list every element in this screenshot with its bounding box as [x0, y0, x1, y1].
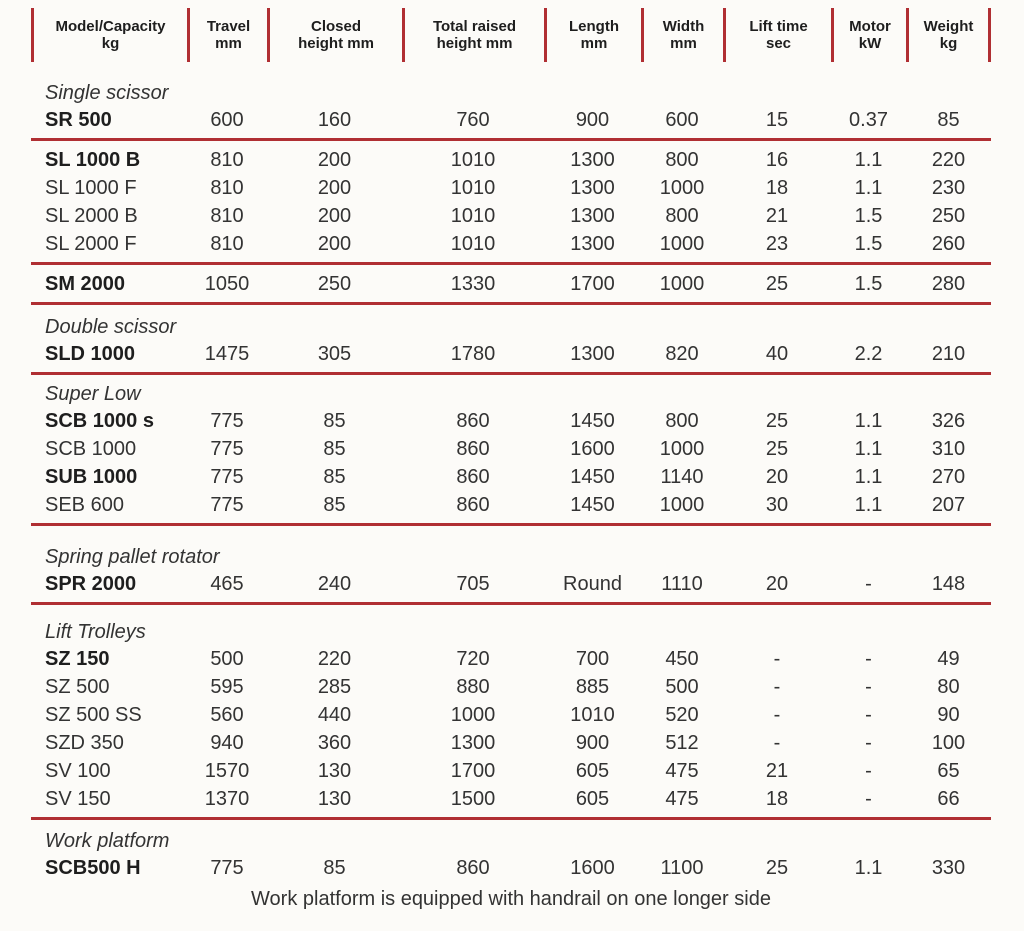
value-cell: 240 [317, 572, 352, 595]
value-cell: 148 [931, 572, 966, 595]
column-header-unit: mm [670, 35, 697, 52]
value-cell: - [773, 703, 781, 726]
value-cell: 1600 [570, 856, 615, 879]
value-cell: 800 [665, 204, 699, 227]
value-cell: 1010 [450, 204, 496, 227]
value-cell: 16 [765, 148, 789, 171]
column-header-label: Weight [923, 18, 974, 35]
value-cell: 1600 [570, 437, 615, 460]
value-cell: 475 [665, 787, 699, 810]
table-row [31, 491, 991, 519]
value-cell: 1.1 [854, 148, 883, 171]
value-cell: 1.1 [854, 409, 883, 432]
value-cell: 1000 [450, 703, 496, 726]
value-cell: 130 [317, 787, 352, 810]
value-cell: 15 [765, 108, 789, 131]
column-header-unit: height mm [298, 35, 374, 52]
value-cell: 1700 [570, 272, 615, 295]
value-cell: 1.1 [854, 465, 883, 488]
model-cell: SL 2000 B [45, 204, 138, 227]
section-label: Super Low [45, 383, 141, 405]
value-cell: 450 [665, 647, 699, 670]
value-cell: - [865, 731, 872, 754]
value-cell: 810 [210, 204, 244, 227]
value-cell: 90 [937, 703, 960, 726]
value-cell: 330 [931, 856, 966, 879]
value-cell: 1000 [659, 493, 705, 516]
model-cell: SL 1000 B [45, 148, 141, 171]
value-cell: 475 [665, 759, 699, 782]
column-header-model-capacity [31, 8, 187, 62]
value-cell: 860 [456, 465, 490, 488]
value-cell: 940 [210, 731, 244, 754]
model-cell: SZ 500 SS [45, 703, 142, 726]
value-cell: 600 [210, 108, 244, 131]
table-section [31, 314, 991, 375]
value-cell: 20 [765, 465, 789, 488]
column-header-unit: kg [101, 35, 120, 52]
column-header-unit: mm [580, 35, 608, 52]
value-cell: 1010 [570, 703, 615, 726]
table-section [31, 828, 991, 882]
value-cell: - [865, 759, 872, 782]
value-cell: - [773, 647, 781, 670]
value-cell: 900 [575, 108, 610, 131]
value-cell: 1.1 [854, 493, 883, 516]
value-cell: 605 [575, 787, 610, 810]
value-cell: 560 [210, 703, 244, 726]
value-cell: 250 [931, 204, 966, 227]
value-cell: 810 [210, 176, 244, 199]
value-cell: 40 [765, 342, 789, 365]
value-cell: 1140 [660, 465, 704, 488]
value-cell: 1500 [450, 787, 496, 810]
value-cell: 1100 [660, 856, 704, 879]
column-header-total-raised [402, 8, 544, 62]
value-cell: - [865, 787, 872, 810]
value-cell: 21 [765, 759, 789, 782]
value-cell: 200 [317, 176, 352, 199]
column-header-unit: kW [858, 35, 882, 52]
value-cell: 1000 [659, 232, 705, 255]
table-section [31, 619, 991, 820]
value-cell: 1370 [204, 787, 250, 810]
table-row [31, 854, 991, 882]
section-label: Double scissor [45, 316, 177, 338]
value-cell: 775 [210, 465, 244, 488]
value-cell: 85 [323, 493, 346, 516]
value-cell: 20 [765, 572, 789, 595]
column-header-width [641, 8, 723, 62]
table-row [31, 340, 991, 368]
value-cell: 210 [931, 342, 966, 365]
value-cell: 880 [456, 675, 490, 698]
model-cell: SZ 500 [45, 675, 110, 698]
value-cell: 512 [665, 731, 699, 754]
value-cell: 810 [210, 148, 244, 171]
table-row [31, 407, 991, 435]
table-row [31, 570, 991, 598]
column-header-unit: sec [765, 35, 792, 52]
value-cell: 860 [456, 856, 490, 879]
table-row [31, 174, 991, 202]
value-cell: 500 [210, 647, 244, 670]
table-row [31, 270, 991, 298]
value-cell: 200 [317, 204, 352, 227]
value-cell: 220 [317, 647, 352, 670]
value-cell: - [773, 731, 781, 754]
model-cell: SV 150 [45, 787, 111, 810]
value-cell: 1.1 [854, 176, 883, 199]
table-row [31, 701, 991, 729]
value-cell: 1010 [450, 176, 496, 199]
section-label: Lift Trolleys [45, 621, 146, 643]
column-header-label: Motor [849, 18, 891, 35]
value-cell: 1330 [450, 272, 496, 295]
value-cell: 25 [765, 437, 789, 460]
value-cell: 1.5 [854, 232, 883, 255]
value-cell: 1.5 [854, 204, 883, 227]
value-cell: 1475 [204, 342, 250, 365]
value-cell: 25 [765, 409, 789, 432]
model-cell: SCB 1000 s [45, 409, 154, 432]
value-cell: 1110 [661, 572, 703, 595]
model-cell: SL 2000 F [45, 232, 137, 255]
column-header-label: Closed [310, 18, 361, 35]
value-cell: 775 [210, 856, 244, 879]
value-cell: 885 [575, 675, 610, 698]
table-row [31, 435, 991, 463]
table-row [31, 785, 991, 813]
value-cell: 900 [575, 731, 610, 754]
model-cell: SEB 600 [45, 493, 124, 516]
spec-table [31, 8, 991, 912]
value-cell: 220 [931, 148, 966, 171]
table-row [31, 463, 991, 491]
value-cell: 0.37 [849, 108, 888, 131]
value-cell: 775 [210, 493, 244, 516]
value-cell: 1570 [204, 759, 250, 782]
value-cell: - [773, 675, 781, 698]
value-cell: 1.1 [854, 856, 883, 879]
value-cell: 1050 [204, 272, 250, 295]
value-cell: 1.5 [854, 272, 883, 295]
value-cell: 1000 [659, 176, 705, 199]
value-cell: 66 [937, 787, 960, 810]
value-cell: 305 [317, 342, 352, 365]
value-cell: 49 [937, 647, 960, 670]
value-cell: 1300 [450, 731, 496, 754]
table-row [31, 146, 991, 174]
value-cell: 326 [931, 409, 966, 432]
value-cell: 700 [575, 647, 610, 670]
value-cell: 720 [456, 647, 490, 670]
table-section [31, 146, 991, 265]
value-cell: 760 [456, 108, 490, 131]
value-cell: 1300 [570, 232, 615, 255]
value-cell: 18 [765, 176, 789, 199]
value-cell: 810 [210, 232, 244, 255]
table-body [31, 80, 991, 882]
value-cell: 200 [317, 232, 352, 255]
value-cell: 25 [765, 272, 789, 295]
model-cell: SL 1000 F [45, 176, 137, 199]
column-header-label: Lift time [749, 18, 808, 35]
column-header-unit: mm [215, 35, 242, 52]
value-cell: 1300 [570, 204, 615, 227]
value-cell: 705 [456, 572, 490, 595]
value-cell: 360 [317, 731, 352, 754]
value-cell: 2.2 [854, 342, 883, 365]
table-footnote: Work platform is equipped with handrail on one longer side [251, 888, 771, 910]
value-cell: 1450 [570, 493, 615, 516]
column-header-travel [187, 8, 267, 62]
table-row [31, 230, 991, 258]
value-cell: 65 [937, 759, 960, 782]
value-cell: 775 [210, 437, 244, 460]
value-cell: 130 [317, 759, 352, 782]
value-cell: - [865, 572, 872, 595]
model-cell: SLD 1000 [45, 342, 136, 365]
model-cell: SM 2000 [45, 272, 126, 295]
value-cell: 310 [931, 437, 966, 460]
value-cell: 80 [937, 675, 960, 698]
value-cell: 85 [937, 108, 960, 131]
table-row [31, 757, 991, 785]
value-cell: 1700 [450, 759, 496, 782]
value-cell: 860 [456, 437, 490, 460]
value-cell: 30 [765, 493, 789, 516]
table-header [31, 8, 991, 62]
value-cell: 600 [665, 108, 699, 131]
column-header-lift-time [723, 8, 831, 62]
column-header-length [544, 8, 641, 62]
value-cell: 1300 [570, 342, 615, 365]
column-header-unit: height mm [436, 35, 513, 52]
table-row [31, 673, 991, 701]
model-cell: SUB 1000 [45, 465, 138, 488]
column-header-unit: kg [939, 35, 958, 52]
column-header-weight [906, 8, 991, 62]
value-cell: 1000 [659, 272, 705, 295]
value-cell: 1.1 [854, 437, 883, 460]
table-row [31, 729, 991, 757]
model-cell: SCB 1000 [45, 437, 137, 460]
value-cell: 1780 [450, 342, 496, 365]
value-cell: 775 [210, 409, 244, 432]
value-cell: 1010 [450, 232, 496, 255]
model-cell: SV 100 [45, 759, 111, 782]
table-row [31, 645, 991, 673]
value-cell: 250 [317, 272, 352, 295]
value-cell: 260 [931, 232, 966, 255]
value-cell: 1300 [570, 148, 615, 171]
model-cell: SCB500 H [45, 856, 141, 879]
value-cell: 860 [456, 409, 490, 432]
value-cell: 500 [665, 675, 699, 698]
column-header-label: Width [662, 18, 705, 35]
model-cell: SZ 150 [45, 647, 110, 670]
table-section [31, 544, 991, 605]
section-label: Work platform [45, 830, 170, 852]
column-header-label: Travel [206, 18, 251, 35]
value-cell: 465 [210, 572, 244, 595]
value-cell: 520 [665, 703, 699, 726]
value-cell: 1450 [570, 465, 615, 488]
column-header-motor [831, 8, 906, 62]
value-cell: 595 [210, 675, 244, 698]
value-cell: 440 [317, 703, 352, 726]
value-cell: - [865, 647, 872, 670]
value-cell: 85 [323, 856, 346, 879]
section-label: Single scissor [45, 82, 169, 104]
value-cell: 23 [765, 232, 789, 255]
value-cell: 85 [323, 437, 346, 460]
value-cell: 18 [765, 787, 789, 810]
table-section [31, 381, 991, 526]
value-cell: 160 [317, 108, 352, 131]
value-cell: 200 [317, 148, 352, 171]
table-row [31, 202, 991, 230]
column-header-closed [267, 8, 402, 62]
value-cell: 85 [323, 409, 346, 432]
value-cell: 100 [931, 731, 966, 754]
value-cell: 1300 [570, 176, 615, 199]
value-cell: 860 [456, 493, 490, 516]
value-cell: Round [563, 572, 622, 595]
column-header-label: Total raised [432, 18, 517, 35]
value-cell: 1000 [659, 437, 705, 460]
column-header-label: Model/Capacity [55, 18, 166, 35]
value-cell: 800 [665, 148, 699, 171]
table-section [31, 80, 991, 141]
column-header-label: Length [569, 18, 619, 35]
value-cell: 25 [765, 856, 789, 879]
value-cell: - [865, 675, 872, 698]
model-cell: SZD 350 [45, 731, 124, 754]
value-cell: - [865, 703, 872, 726]
value-cell: 1010 [450, 148, 496, 171]
value-cell: 21 [765, 204, 789, 227]
value-cell: 800 [665, 409, 699, 432]
section-label: Spring pallet rotator [45, 546, 220, 568]
value-cell: 230 [931, 176, 966, 199]
value-cell: 280 [931, 272, 966, 295]
value-cell: 207 [931, 493, 966, 516]
table-section [31, 270, 991, 305]
value-cell: 85 [323, 465, 346, 488]
value-cell: 270 [931, 465, 966, 488]
model-cell: SR 500 [45, 108, 112, 131]
value-cell: 820 [665, 342, 699, 365]
value-cell: 1450 [570, 409, 615, 432]
model-cell: SPR 2000 [45, 572, 137, 595]
table-row [31, 106, 991, 134]
value-cell: 285 [317, 675, 352, 698]
value-cell: 605 [575, 759, 610, 782]
